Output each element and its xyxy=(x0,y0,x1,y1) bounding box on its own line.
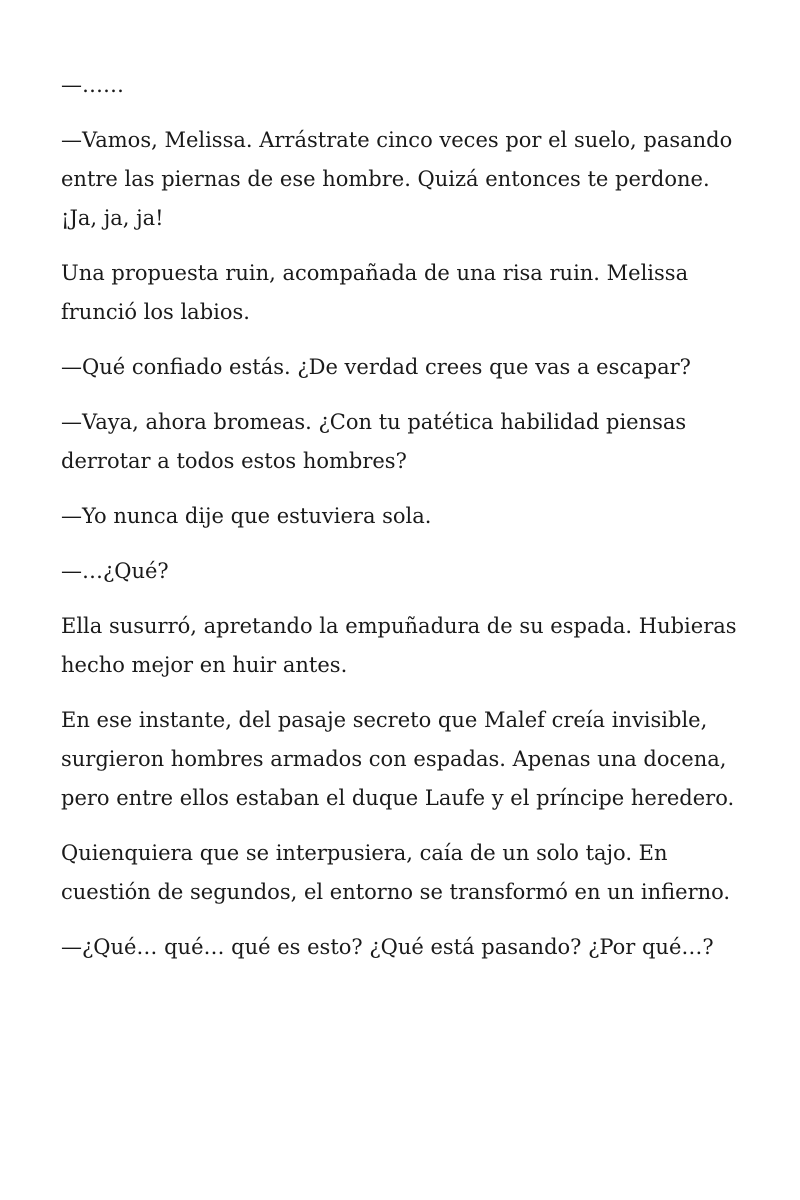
paragraph-2: —Vamos, Melissa. Arrástrate cinco veces por el suelo, pasando entre las piernas de ese hombre. Quizá entonces te perdone. ¡Ja, ja, ja! xyxy=(61,128,733,230)
paragraph-1: —…… xyxy=(61,73,124,97)
document-page xyxy=(61,66,751,983)
paragraph-5: —Vaya, ahora bromeas. ¿Con tu patética habilidad piensas derrotar a todos estos hombres? xyxy=(61,410,687,473)
paragraph-11: —¿Qué… qué… qué es esto? ¿Qué está pasando? ¿Por qué…? xyxy=(61,935,714,959)
paragraph-6: —Yo nunca dije que estuviera sola. xyxy=(61,504,432,528)
paragraph-9: En ese instante, del pasaje secreto que Malef creía invisible, surgieron hombres armados con espadas. Apenas una docena, pero entre ellos estaban el duque Laufe y el príncipe heredero. xyxy=(61,708,735,810)
paragraph-3: Una propuesta ruin, acompañada de una risa ruin. Melissa frunció los labios. xyxy=(61,261,689,324)
paragraph-8: Ella susurró, apretando la empuñadura de su espada. Hubieras hecho mejor en huir antes. xyxy=(61,614,737,677)
paragraph-10: Quienquiera que se interpusiera, caía de un solo tajo. En cuestión de segundos, el entorno se transformó en un infierno. xyxy=(61,841,731,904)
paragraph-7: —…¿Qué? xyxy=(61,559,169,583)
paragraph-4: —Qué confiado estás. ¿De verdad crees que vas a escapar? xyxy=(61,355,691,379)
